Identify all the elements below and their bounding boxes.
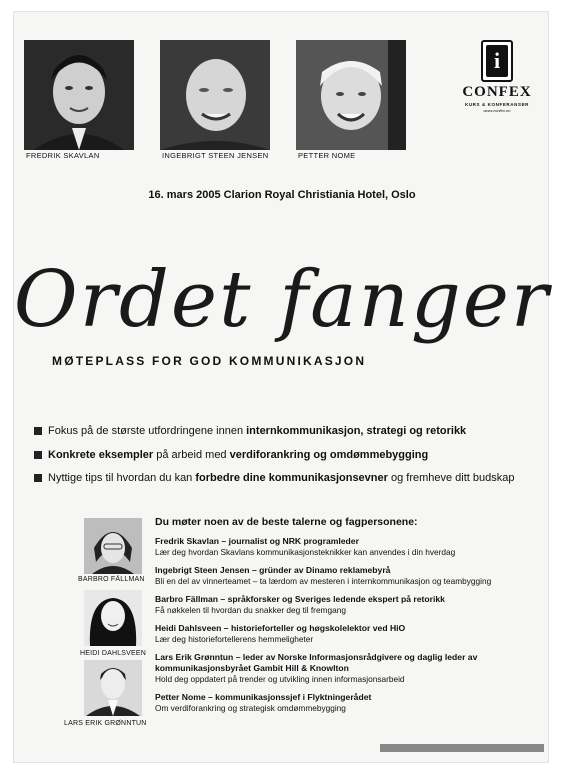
portrait-caption: FREDRIK SKAVLAN <box>26 151 100 160</box>
speaker-item: Heidi Dahlsveen – historieforteller og høgskolelektor ved HiO Lær deg historiefortellerens hemmeligheter <box>155 623 406 644</box>
speakers-heading: Du møter noen av de beste talerne og fagpersonene: <box>155 516 418 528</box>
logo-url: www.confex.no <box>483 108 511 113</box>
title-wordmark <box>0 240 564 360</box>
confex-logo <box>452 40 542 113</box>
title-text: Ordet fanger <box>13 255 551 345</box>
bullet-square-icon <box>34 427 42 435</box>
speaker-list <box>155 516 545 721</box>
speaker-photo <box>84 660 142 716</box>
logo-name: CONFEX <box>462 84 532 100</box>
bullet-item: Nyttige tips til hvordan du kan forbedre dine kommunikasjonsevner og fremheve ditt budskap <box>34 471 554 485</box>
footer-bar <box>380 744 544 752</box>
portrait-caption: PETTER NOME <box>298 151 356 160</box>
event-date-location: 16. mars 2005 Clarion Royal Christiania Hotel, Oslo <box>148 189 416 201</box>
logo-tagline: KURS & KONFERANSER <box>464 102 530 107</box>
speaker-item: Fredrik Skavlan – journalist og NRK programleder Lær deg hvordan Skavlans kommunikasjonsteknikker kan anvendes i din hverdag <box>155 536 456 557</box>
portrait-photo <box>296 40 406 150</box>
speaker-caption: LARS ERIK GRØNNTUN <box>64 720 147 727</box>
portrait-photo <box>160 40 270 150</box>
speaker-item: Ingebrigt Steen Jensen – gründer av Dinamo reklamebyrå Bli en del av vinnerteamet – ta lærdom av mesteren i internkommunikasjon og teambygging <box>155 565 492 586</box>
subtitle: MØTEPLASS FOR GOD KOMMUNIKASJON <box>52 354 367 368</box>
speaker-item: Lars Erik Grønntun – leder av Norske Informasjonsrådgivere og daglig leder av kommunikasjonsbyrået Gambit Hill & Knowlton Hold deg oppdatert på trender og utvikling innen informasjonsarbeid <box>155 652 478 684</box>
bullet-square-icon <box>34 474 42 482</box>
speaker-caption: BARBRO FÄLLMAN <box>78 576 145 583</box>
info-icon: i <box>481 40 513 82</box>
portrait-caption: INGEBRIGT STEEN JENSEN <box>162 151 269 160</box>
speaker-photo <box>84 518 142 574</box>
speaker-item: Barbro Fällman – språkforsker og Sveriges ledende ekspert på retorikk Få nøkkelen til hvordan du snakker deg til fremgang <box>155 594 445 615</box>
speaker-photo <box>84 590 142 646</box>
portrait-photo <box>24 40 134 150</box>
speaker-item: Petter Nome – kommunikasjonssjef i Flyktningerådet Om verdiforankring og strategisk omdømmebygging <box>155 692 372 713</box>
bullet-item: Fokus på de største utfordringene innen internkommunikasjon, strategi og retorikk <box>34 424 554 438</box>
bullet-item: Konkrete eksempler på arbeid med verdiforankring og omdømmebygging <box>34 448 554 462</box>
bullet-list <box>34 424 554 495</box>
bullet-square-icon <box>34 451 42 459</box>
speaker-caption: HEIDI DAHLSVEEN <box>80 650 147 657</box>
